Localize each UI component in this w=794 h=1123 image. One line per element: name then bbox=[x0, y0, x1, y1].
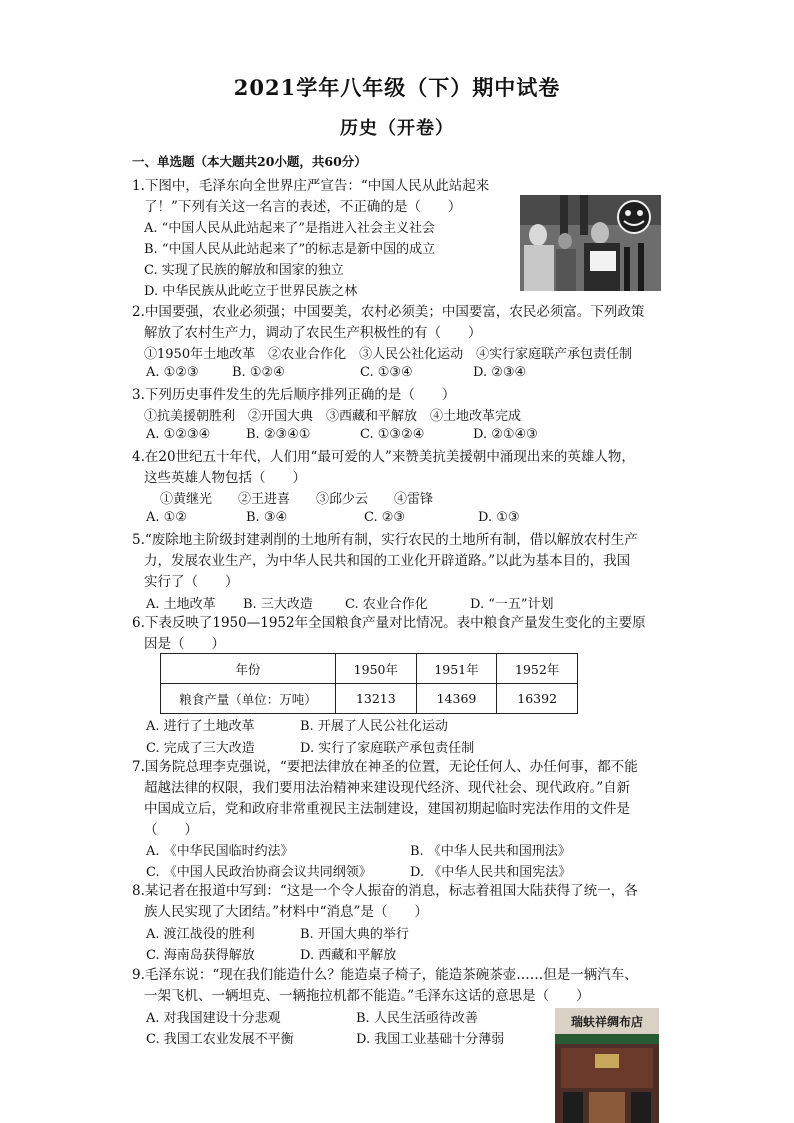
q7-stem-line1: 7.国务院总理李克强说，“要把法律放在神圣的位置，无论任何人、办任何事，都不能 bbox=[132, 759, 638, 775]
q6-stem-line1: 6.下表反映了1950—1952年全国粮食产量对比情况。表中粮食产量发生变化的主要原 bbox=[132, 615, 646, 631]
q9-stem-line2: 一架飞机、一辆坦克、一辆拖拉机都不能造。”毛泽东这话的意思是（ ） bbox=[144, 988, 590, 1004]
q3-stem: 3.下列历史事件发生的先后顺序排列正确的是（ ） bbox=[132, 387, 456, 403]
q9-option-c[interactable]: C. 我国工农业发展不平衡 bbox=[146, 1032, 294, 1047]
q1-option-b[interactable]: B. “中国人民从此站起来了”的标志是新中国的成立 bbox=[144, 242, 436, 257]
shop-sign-text: 瑞蚨祥绸布店 bbox=[570, 1015, 644, 1029]
q5-option-c[interactable]: C. 农业合作化 bbox=[345, 597, 428, 612]
q3-option-b[interactable]: B. ②③④① bbox=[246, 427, 311, 442]
q2-option-c[interactable]: C. ①③④ bbox=[360, 365, 413, 380]
q8-stem-line2: 族人民实现了大团结。”材料中“消息”是（ ） bbox=[144, 904, 428, 920]
q4-option-c[interactable]: C. ②③ bbox=[364, 510, 406, 525]
q9-option-a[interactable]: A. 对我国建设十分悲观 bbox=[146, 1011, 281, 1026]
q8-option-a[interactable]: A. 渡江战役的胜利 bbox=[146, 927, 255, 942]
q8-option-c[interactable]: C. 海南岛获得解放 bbox=[146, 948, 255, 963]
q1-stem-line2: 了！”下列有关这一名言的表述，不正确的是（ ） bbox=[144, 199, 462, 215]
table-row bbox=[161, 684, 578, 714]
table-cell: 13213 bbox=[336, 684, 417, 714]
q6-option-b[interactable]: B. 开展了人民公社化运动 bbox=[300, 719, 448, 734]
q3-option-c[interactable]: C. ①③②④ bbox=[360, 427, 425, 442]
q2-stem-line2: 解放了农村生产力，调动了农民生产积极性的有（ ） bbox=[144, 325, 482, 341]
q6-option-a[interactable]: A. 进行了土地改革 bbox=[146, 719, 255, 734]
table-header-cell: 1950年 bbox=[336, 654, 417, 684]
exam-title: 2021学年八年级（下）期中试卷 bbox=[233, 75, 561, 100]
q4-stem-line2: 这些英雄人物包括（ ） bbox=[144, 470, 306, 486]
q4-stem-line1: 4.在20世纪五十年代，人们用“最可爱的人”来赞美抗美援朝中涌现出来的英雄人物， bbox=[132, 449, 635, 465]
q4-option-a[interactable]: A. ①② bbox=[146, 510, 187, 525]
q1-stem-line1: 1.下图中，毛泽东向全世界庄严宣告：“中国人民从此站起来 bbox=[132, 178, 490, 194]
q3-option-d[interactable]: D. ②①④③ bbox=[473, 427, 538, 442]
q5-stem-line1: 5.“废除地主阶级封建剥削的土地所有制，实行农民的土地所有制，借以解放农村生产 bbox=[132, 532, 638, 548]
q8-option-d[interactable]: D. 西藏和平解放 bbox=[300, 948, 397, 963]
q1-option-d[interactable]: D. 中华民族从此屹立于世界民族之林 bbox=[144, 284, 358, 299]
q8-stem-line1: 8.某记者在报道中写到：“这是一个令人振奋的消息，标志着祖国大陆获得了统一，各 bbox=[132, 883, 638, 899]
q7-stem-line3: 中国成立后，党和政府非常重视民主法制建设，建国初期起临时宪法作用的文件是 bbox=[144, 801, 630, 817]
grain-output-table bbox=[160, 653, 578, 714]
q8-option-b[interactable]: B. 开国大典的举行 bbox=[300, 927, 409, 942]
q7-stem-line2: 超越法律的权限，我们要用法治精神来建设现代经济、现代社会、现代政府。”自新 bbox=[144, 780, 631, 796]
q1-option-a[interactable]: A. “中国人民从此站起来了”是指进入社会主义社会 bbox=[144, 221, 435, 236]
q5-option-a[interactable]: A. 土地改革 bbox=[146, 597, 216, 612]
q6-stem-line2: 因是（ ） bbox=[144, 636, 225, 652]
q9-stem-line1: 9.毛泽东说：“现在我们能造什么？能造桌子椅子，能造茶碗茶壶……但是一辆汽车、 bbox=[132, 967, 638, 983]
q7-option-c[interactable]: C. 《中国人民政治协商会议共同纲领》 bbox=[146, 865, 372, 880]
table-header-cell: 年份 bbox=[161, 654, 336, 684]
q5-option-d[interactable]: D. “一五”计划 bbox=[470, 597, 554, 612]
q6-option-d[interactable]: D. 实行了家庭联产承包责任制 bbox=[300, 741, 475, 756]
q4-option-d[interactable]: D. ①③ bbox=[478, 510, 520, 525]
table-header-row bbox=[161, 654, 578, 684]
q7-option-a[interactable]: A. 《中华民国临时约法》 bbox=[146, 844, 294, 859]
table-cell: 16392 bbox=[497, 684, 578, 714]
q7-stem-line4: （ ） bbox=[144, 822, 198, 838]
section-heading: 一、单选题（本大题共20小题，共60分） bbox=[132, 154, 367, 169]
shop-front-photo bbox=[555, 1008, 659, 1123]
founding-ceremony-photo bbox=[520, 195, 661, 291]
q3-items: ①抗美援朝胜利 ②开国大典 ③西藏和平解放 ④土地改革完成 bbox=[144, 409, 522, 424]
q5-stem-line2: 力，发展农业生产，为中华人民共和国的工业化开辟道路。”以此为基本目的，我国 bbox=[144, 553, 631, 569]
q3-option-a[interactable]: A. ①②③④ bbox=[146, 427, 211, 442]
q2-option-d[interactable]: D. ②③④ bbox=[473, 365, 527, 380]
q7-option-b[interactable]: B. 《中华人民共和国刑法》 bbox=[410, 844, 571, 859]
q9-option-d[interactable]: D. 我国工业基础十分薄弱 bbox=[356, 1032, 505, 1047]
q5-option-b[interactable]: B. 三大改造 bbox=[243, 597, 313, 612]
table-cell: 粮食产量（单位：万吨） bbox=[161, 684, 336, 714]
q5-stem-line3: 实行了（ ） bbox=[144, 574, 239, 590]
table-cell: 14369 bbox=[416, 684, 497, 714]
q1-option-c[interactable]: C. 实现了民族的解放和国家的独立 bbox=[144, 263, 344, 278]
q2-option-b[interactable]: B. ①②④ bbox=[232, 365, 285, 380]
q9-option-b[interactable]: B. 人民生活亟待改善 bbox=[356, 1011, 478, 1026]
q2-stem-line1: 2.中国要强，农业必须强；中国要美，农村必须美；中国要富，农民必须富。下列政策 bbox=[132, 304, 645, 320]
table-header-cell: 1951年 bbox=[416, 654, 497, 684]
q2-option-a[interactable]: A. ①②③ bbox=[146, 365, 199, 380]
q2-items: ①1950年土地改革 ②农业合作化 ③人民公社化运动 ④实行家庭联产承包责任制 bbox=[144, 347, 633, 362]
q4-items: ①黄继光 ②王进喜 ③邱少云 ④雷锋 bbox=[160, 492, 434, 507]
exam-subtitle: 历史（开卷） bbox=[340, 118, 454, 139]
table-header-cell: 1952年 bbox=[497, 654, 578, 684]
q4-option-b[interactable]: B. ③④ bbox=[246, 510, 288, 525]
q7-option-d[interactable]: D. 《中华人民共和国宪法》 bbox=[410, 865, 572, 880]
q6-option-c[interactable]: C. 完成了三大改造 bbox=[146, 741, 255, 756]
